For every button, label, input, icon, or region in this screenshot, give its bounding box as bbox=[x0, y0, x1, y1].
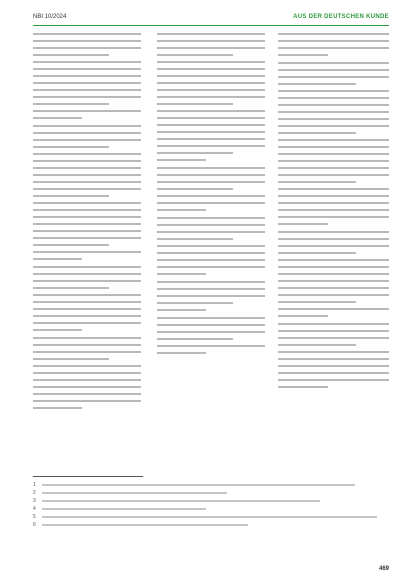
text-line bbox=[278, 330, 389, 332]
text-line bbox=[33, 216, 141, 218]
text-line bbox=[33, 273, 141, 275]
text-line bbox=[278, 188, 389, 190]
text-line bbox=[33, 400, 141, 402]
text-paragraph bbox=[157, 217, 265, 275]
text-line bbox=[157, 317, 265, 319]
footnote-line bbox=[42, 516, 377, 518]
text-paragraph bbox=[278, 323, 389, 388]
text-paragraph bbox=[157, 317, 265, 354]
text-line bbox=[157, 324, 265, 326]
text-line bbox=[33, 89, 141, 91]
page-header bbox=[33, 13, 389, 25]
text-line bbox=[157, 188, 233, 190]
text-line bbox=[278, 195, 389, 197]
text-line bbox=[157, 61, 265, 63]
text-line bbox=[33, 117, 82, 119]
text-line bbox=[278, 351, 389, 353]
text-line bbox=[33, 393, 141, 395]
text-line bbox=[33, 230, 141, 232]
text-line bbox=[278, 54, 328, 56]
text-line bbox=[278, 231, 389, 233]
text-line bbox=[33, 181, 141, 183]
text-line bbox=[157, 159, 206, 161]
text-line bbox=[33, 195, 109, 197]
text-line bbox=[278, 139, 389, 141]
text-line bbox=[278, 245, 389, 247]
text-line bbox=[33, 372, 141, 374]
text-line bbox=[278, 33, 389, 35]
text-line bbox=[278, 365, 389, 367]
header-rule bbox=[33, 25, 389, 26]
text-line bbox=[157, 33, 265, 35]
footnote bbox=[33, 489, 389, 496]
footnotes bbox=[33, 481, 389, 529]
text-column-right bbox=[278, 33, 389, 394]
text-line bbox=[33, 351, 141, 353]
footnote bbox=[33, 505, 389, 512]
text-line bbox=[33, 61, 141, 63]
text-line bbox=[157, 145, 265, 147]
footnote-line bbox=[42, 508, 206, 510]
issue-label: NBI 10/2024 bbox=[33, 14, 67, 20]
text-line bbox=[278, 344, 356, 346]
text-line bbox=[157, 224, 265, 226]
text-line bbox=[278, 280, 389, 282]
text-line bbox=[33, 54, 109, 56]
footnote-number: 4 bbox=[33, 505, 36, 512]
footnote-line bbox=[42, 484, 355, 486]
text-line bbox=[157, 338, 233, 340]
text-paragraph bbox=[157, 33, 265, 161]
text-line bbox=[33, 315, 141, 317]
text-line bbox=[278, 90, 389, 92]
text-line bbox=[157, 331, 265, 333]
text-paragraph bbox=[278, 62, 389, 225]
text-line bbox=[157, 82, 265, 84]
text-line bbox=[33, 209, 141, 211]
page-number: 469 bbox=[378, 566, 389, 572]
text-line bbox=[278, 174, 389, 176]
footnote-line bbox=[42, 500, 320, 502]
footnote-number: 2 bbox=[33, 489, 36, 496]
text-line bbox=[157, 131, 265, 133]
text-line bbox=[278, 259, 389, 261]
text-line bbox=[33, 103, 109, 105]
text-line bbox=[278, 111, 389, 113]
text-line bbox=[278, 153, 389, 155]
text-line bbox=[33, 68, 141, 70]
text-line bbox=[157, 152, 233, 154]
text-line bbox=[33, 125, 141, 127]
text-line bbox=[33, 301, 141, 303]
text-line bbox=[278, 372, 389, 374]
text-line bbox=[157, 309, 206, 311]
text-line bbox=[33, 379, 141, 381]
text-line bbox=[278, 252, 356, 254]
text-line bbox=[157, 117, 265, 119]
text-line bbox=[33, 407, 82, 409]
text-line bbox=[33, 280, 141, 282]
text-line bbox=[33, 266, 141, 268]
text-line bbox=[278, 160, 389, 162]
text-line bbox=[157, 47, 265, 49]
text-line bbox=[278, 216, 389, 218]
text-line bbox=[157, 217, 265, 219]
text-line bbox=[278, 315, 328, 317]
text-line bbox=[278, 167, 389, 169]
text-line bbox=[278, 76, 389, 78]
text-line bbox=[33, 251, 141, 253]
text-line bbox=[157, 195, 265, 197]
text-line bbox=[33, 329, 82, 331]
text-line bbox=[33, 110, 141, 112]
text-line bbox=[33, 174, 141, 176]
text-line bbox=[157, 96, 265, 98]
footnote-line bbox=[42, 492, 227, 494]
text-line bbox=[157, 138, 265, 140]
text-line bbox=[33, 40, 141, 42]
text-line bbox=[33, 132, 141, 134]
text-line bbox=[157, 103, 233, 105]
footnote-number: 6 bbox=[33, 521, 36, 528]
text-line bbox=[157, 124, 265, 126]
text-line bbox=[33, 386, 141, 388]
text-line bbox=[157, 167, 265, 169]
text-line bbox=[33, 139, 141, 141]
text-line bbox=[157, 245, 265, 247]
text-line bbox=[33, 33, 141, 35]
text-line bbox=[278, 273, 389, 275]
text-line bbox=[157, 288, 265, 290]
text-line bbox=[157, 174, 265, 176]
text-line bbox=[278, 209, 389, 211]
text-line bbox=[278, 294, 389, 296]
text-line bbox=[33, 167, 141, 169]
text-line bbox=[33, 202, 141, 204]
text-line bbox=[33, 146, 109, 148]
text-line bbox=[278, 308, 389, 310]
text-line bbox=[278, 287, 389, 289]
text-paragraph bbox=[33, 33, 141, 119]
text-line bbox=[278, 358, 389, 360]
text-line bbox=[278, 386, 328, 388]
text-line bbox=[157, 68, 265, 70]
text-line bbox=[278, 40, 389, 42]
text-line bbox=[157, 238, 233, 240]
text-line bbox=[157, 75, 265, 77]
text-line bbox=[157, 345, 265, 347]
text-column-middle bbox=[157, 33, 265, 360]
text-line bbox=[33, 96, 141, 98]
text-paragraph bbox=[33, 337, 141, 409]
text-line bbox=[33, 223, 141, 225]
footnote bbox=[33, 497, 389, 504]
text-line bbox=[33, 322, 141, 324]
text-line bbox=[157, 273, 206, 275]
footnote bbox=[33, 513, 389, 520]
text-line bbox=[278, 202, 389, 204]
text-line bbox=[278, 132, 356, 134]
text-paragraph bbox=[278, 33, 389, 56]
text-line bbox=[278, 181, 356, 183]
text-line bbox=[33, 287, 109, 289]
text-line bbox=[278, 83, 356, 85]
text-line bbox=[157, 89, 265, 91]
footnote-number: 5 bbox=[33, 513, 36, 520]
text-line bbox=[278, 323, 389, 325]
text-paragraph bbox=[157, 167, 265, 211]
text-line bbox=[278, 69, 389, 71]
footnote-number: 3 bbox=[33, 497, 36, 504]
footnote-number: 1 bbox=[33, 481, 36, 488]
text-line bbox=[157, 209, 206, 211]
text-line bbox=[33, 244, 109, 246]
text-line bbox=[157, 110, 265, 112]
text-column-left bbox=[33, 33, 141, 415]
text-line bbox=[278, 301, 356, 303]
text-line bbox=[33, 75, 141, 77]
text-line bbox=[278, 97, 389, 99]
text-line bbox=[278, 337, 389, 339]
text-line bbox=[278, 47, 389, 49]
text-line bbox=[33, 82, 141, 84]
text-paragraph bbox=[278, 231, 389, 317]
text-line bbox=[157, 231, 265, 233]
text-paragraph bbox=[33, 266, 141, 331]
text-line bbox=[278, 379, 389, 381]
text-line bbox=[278, 125, 389, 127]
text-line bbox=[157, 252, 265, 254]
text-line bbox=[33, 188, 141, 190]
text-line bbox=[157, 54, 233, 56]
text-line bbox=[157, 352, 206, 354]
text-line bbox=[278, 118, 389, 120]
footnote bbox=[33, 481, 389, 488]
text-line bbox=[33, 153, 141, 155]
text-line bbox=[33, 237, 141, 239]
text-line bbox=[33, 344, 141, 346]
text-line bbox=[157, 181, 265, 183]
text-line bbox=[33, 308, 141, 310]
text-line bbox=[157, 295, 265, 297]
footnote-rule bbox=[33, 476, 143, 477]
text-line bbox=[33, 365, 141, 367]
text-line bbox=[33, 258, 82, 260]
text-line bbox=[278, 146, 389, 148]
text-line bbox=[33, 47, 141, 49]
text-line bbox=[278, 104, 389, 106]
section-title: AUS DER DEUTSCHEN KUNDE bbox=[293, 14, 389, 20]
text-line bbox=[157, 281, 265, 283]
text-paragraph bbox=[157, 281, 265, 311]
text-line bbox=[157, 266, 265, 268]
text-line bbox=[33, 337, 141, 339]
text-line bbox=[278, 266, 389, 268]
text-line bbox=[278, 62, 389, 64]
text-line bbox=[33, 358, 109, 360]
text-line bbox=[33, 294, 141, 296]
text-line bbox=[157, 202, 265, 204]
text-line bbox=[278, 238, 389, 240]
text-paragraph bbox=[33, 125, 141, 260]
footnote-line bbox=[42, 524, 248, 526]
text-line bbox=[157, 259, 265, 261]
text-line bbox=[278, 223, 328, 225]
text-line bbox=[157, 302, 233, 304]
text-line bbox=[157, 40, 265, 42]
text-line bbox=[33, 160, 141, 162]
footnote bbox=[33, 521, 389, 528]
